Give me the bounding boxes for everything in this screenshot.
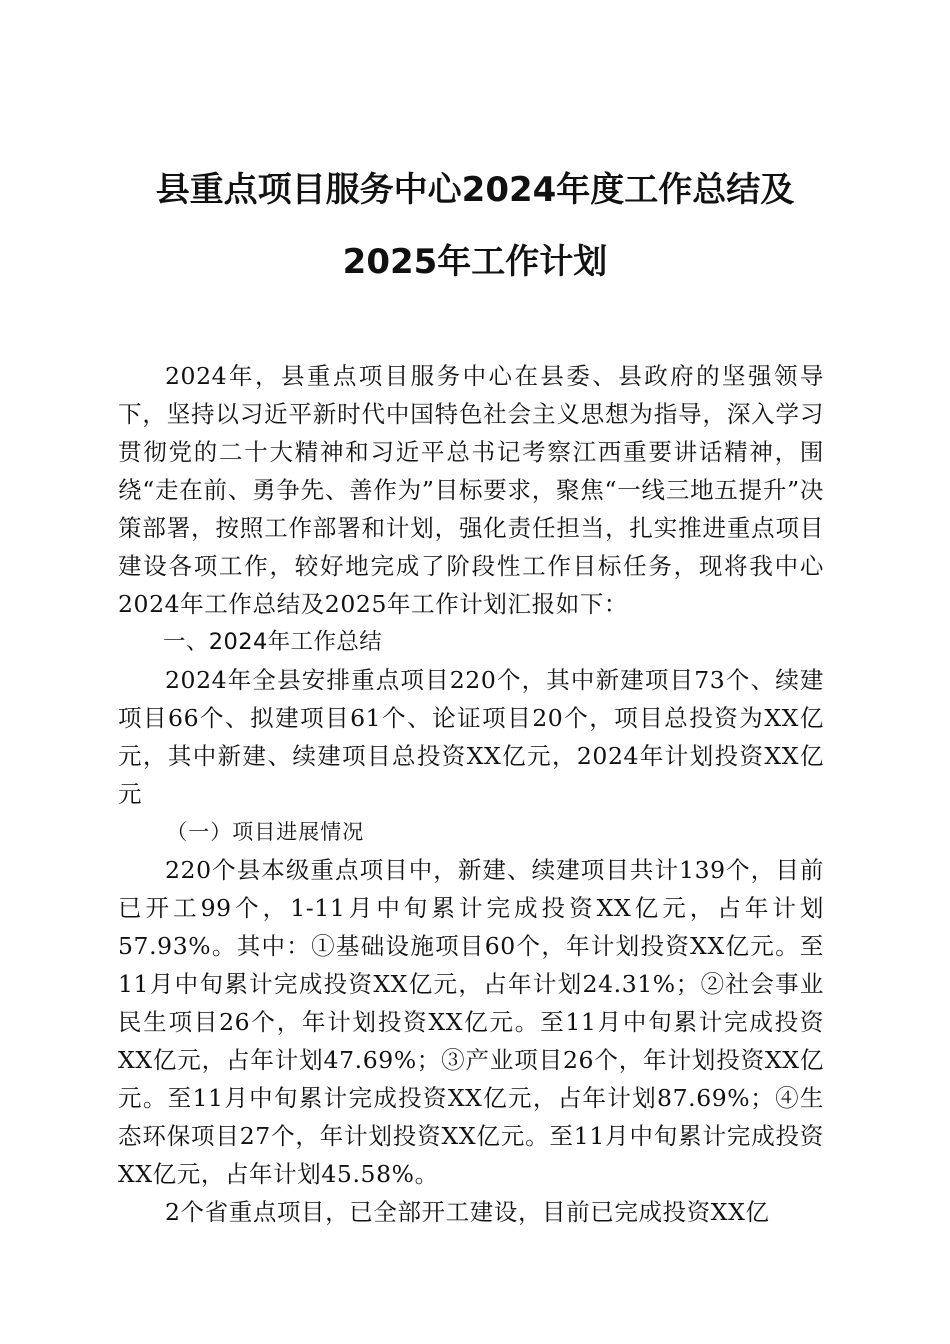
- intro-paragraph: 2024年，县重点项目服务中心在县委、县政府的坚强领导下，坚持以习近平新时代中国特色社会主义思想为指导，深入学习贯彻党的二十大精神和习近平总书记考察江西重要讲话精神，围绕“走在前、勇争先、善作为”目标要求，聚焦“一线三地五提升”决策部署，按照工作部署和计划，强化责任担当，扎实推进重点项目建设各项工作，较好地完成了阶段性工作目标任务，现将我中心2024年工作总结及2025年工作计划汇报如下：: [118, 362, 824, 618]
- provincial-projects-paragraph: 2个省重点项目，已全部开工建设，目前已完成投资XX亿: [165, 1198, 770, 1226]
- document-body: [118, 357, 824, 1231]
- subsection-heading-project-progress: （一）项目进展情况: [166, 820, 365, 844]
- document-title-line-2: 2025年工作计划: [342, 242, 608, 282]
- project-progress-paragraph: 220个县本级重点项目中，新建、续建项目共计139个，目前已开工99个，1-11月中旬累计完成投资XX亿元，占年计划57.93%。其中：①基础设施项目60个，年计划投资XX亿元。至11月中旬累计完成投资XX亿元，占年计划24.31%；②社会事业民生项目26个，年计划投资XX亿元。至11月中旬累计完成投资XX亿元，占年计划47.69%；③产业项目26个，年计划投资XX亿元。至11月中旬累计完成投资XX亿元，占年计划87.69%；④生态环保项目27个，年计划投资XX亿元。至11月中旬累计完成投资XX亿元，占年计划45.58%。: [118, 856, 824, 1188]
- section-heading-2024-summary: 一、2024年工作总结: [163, 629, 383, 655]
- document-title-line-1: 县重点项目服务中心2024年度工作总结及: [155, 170, 795, 210]
- overview-paragraph: 2024年全县安排重点项目220个，其中新建项目73个、续建项目66个、拟建项目61个、论证项目20个，项目总投资为XX亿元，其中新建、续建项目总投资XX亿元，2024年计划投资XX亿元: [118, 666, 824, 808]
